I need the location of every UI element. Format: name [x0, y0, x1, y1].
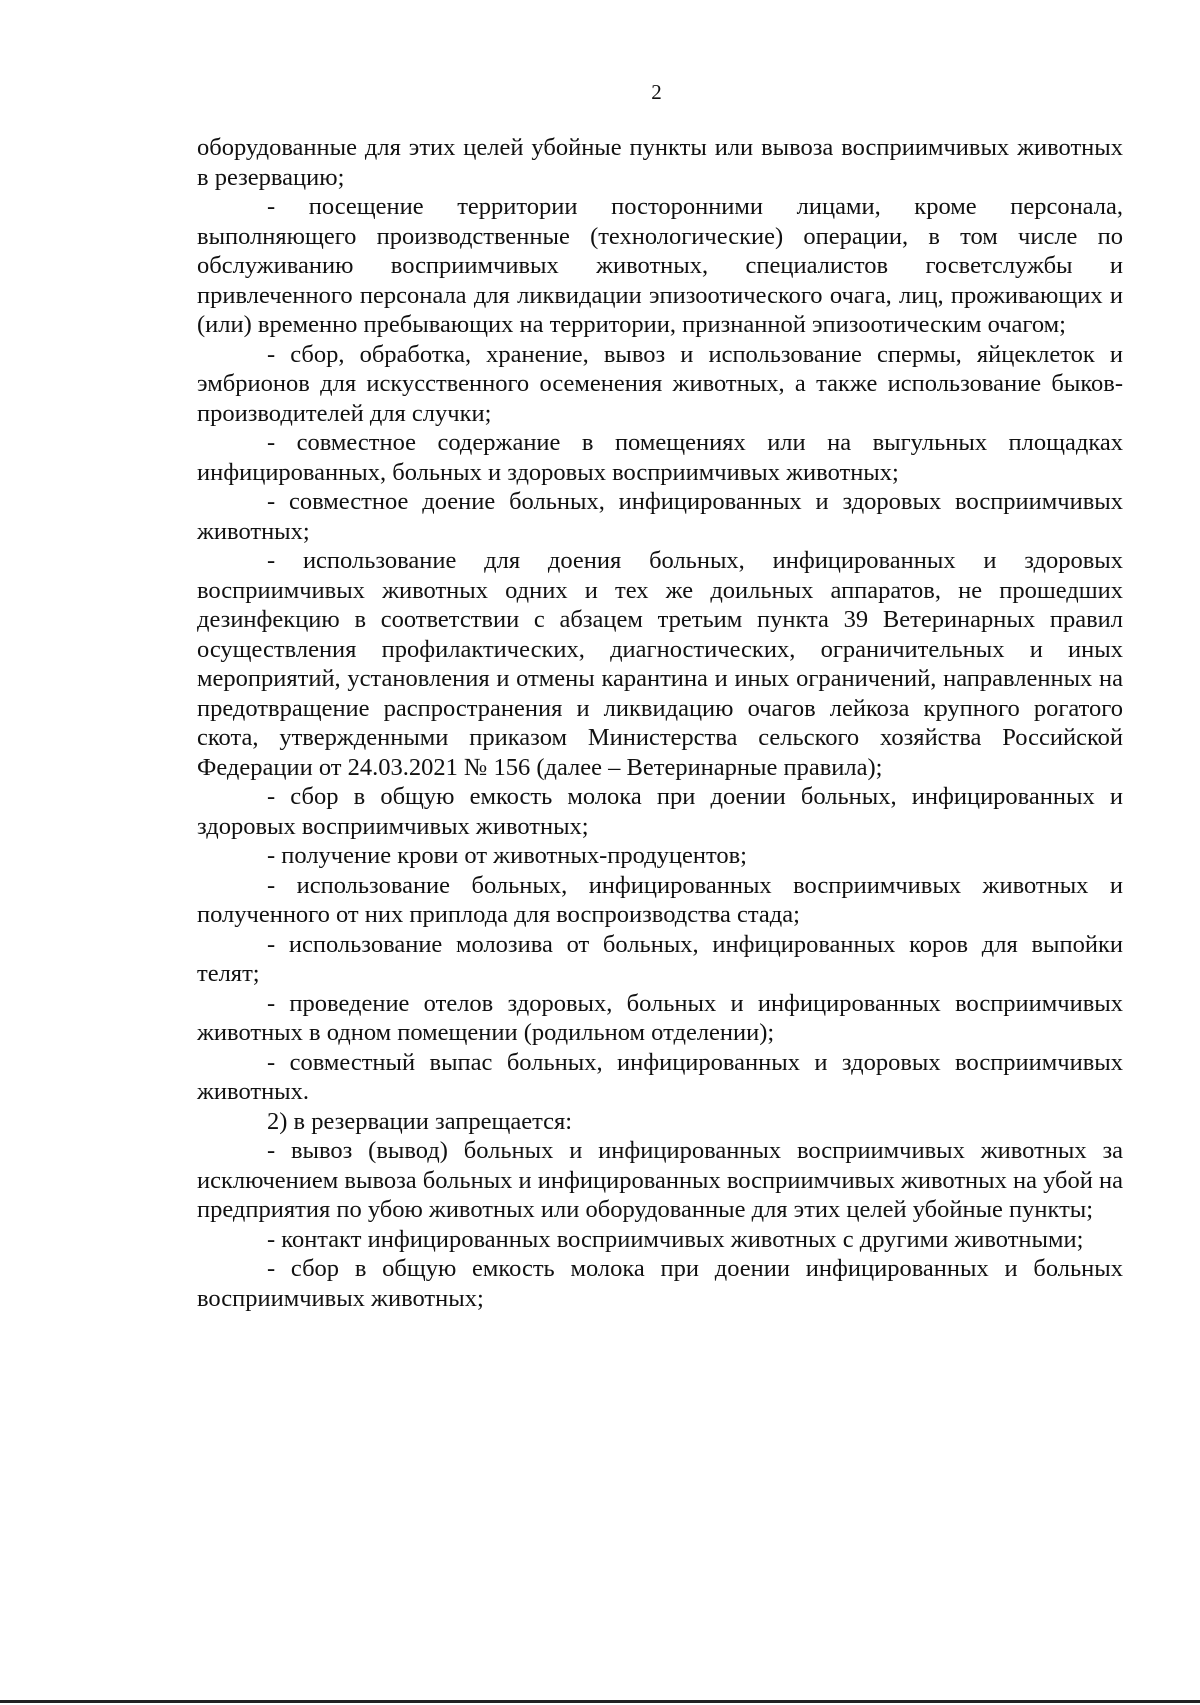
- paragraph: - использование для доения больных, инфицированных и здоровых восприимчивых животных одних и тех же доильных аппаратов, не прошедших дезинфекцию в соответствии с абзацем третьим пункта 39 Ветеринарных правил осуществления профилактических, диагностических, ограничительных и иных мероприятий, установления и отмены карантина и иных ограничений, направленных на предотвращение распространения и ликвидацию очагов лейкоза крупного рогатого скота, утвержденными приказом Министерства сельского хозяйства Российской Федерации от 24.03.2021 № 156 (далее – Ветеринарные правила);: [197, 547, 1123, 781]
- paragraph: - вывоз (вывод) больных и инфицированных восприимчивых животных за исключением вывоза больных и инфицированных восприимчивых животных на убой на предприятия по убою животных или оборудованные для этих целей убойные пункты;: [197, 1137, 1123, 1223]
- paragraph: - совместное доение больных, инфицированных и здоровых восприимчивых животных;: [197, 488, 1123, 545]
- paragraph: - использование молозива от больных, инфицированных коров для выпойки телят;: [197, 930, 1123, 987]
- document-body: [197, 133, 1123, 1313]
- paragraph: - сбор в общую емкость молока при доении инфицированных и больных восприимчивых животных;: [197, 1255, 1123, 1312]
- paragraph: - сбор, обработка, хранение, вывоз и использование спермы, яйцеклеток и эмбрионов для искусственного осеменения животных, а также использование быков-производителей для случки;: [197, 340, 1123, 427]
- scan-edge-line: [0, 1700, 1200, 1703]
- paragraph: - контакт инфицированных восприимчивых животных с другими животными;: [267, 1225, 1084, 1253]
- paragraph: - сбор в общую емкость молока при доении больных, инфицированных и здоровых восприимчивых животных;: [197, 783, 1123, 840]
- paragraph: - совместное содержание в помещениях или на выгульных площадках инфицированных, больных и здоровых восприимчивых животных;: [197, 429, 1123, 486]
- paragraph: оборудованные для этих целей убойные пункты или вывоза восприимчивых животных в резервацию;: [197, 134, 1123, 191]
- paragraph: - проведение отелов здоровых, больных и инфицированных восприимчивых животных в одном помещении (родильном отделении);: [197, 989, 1123, 1046]
- paragraph: 2) в резервации запрещается:: [267, 1107, 573, 1135]
- page-number: 2: [651, 80, 662, 104]
- paragraph: - получение крови от животных-продуцентов;: [267, 842, 747, 869]
- paragraph: - совместный выпас больных, инфицированных и здоровых восприимчивых животных.: [197, 1048, 1123, 1105]
- paragraph: - посещение территории посторонними лицами, кроме персонала, выполняющего производственные (технологические) операции, в том числе по обслуживанию восприимчивых животных, специалистов госветслужбы и привлеченного персонала для ликвидации эпизоотического очага, лиц, проживающих и (или) временно пребывающих на территории, признанной эпизоотическим очагом;: [197, 193, 1123, 338]
- paragraph: - использование больных, инфицированных восприимчивых животных и полученного от них приплода для воспроизводства стада;: [197, 871, 1123, 928]
